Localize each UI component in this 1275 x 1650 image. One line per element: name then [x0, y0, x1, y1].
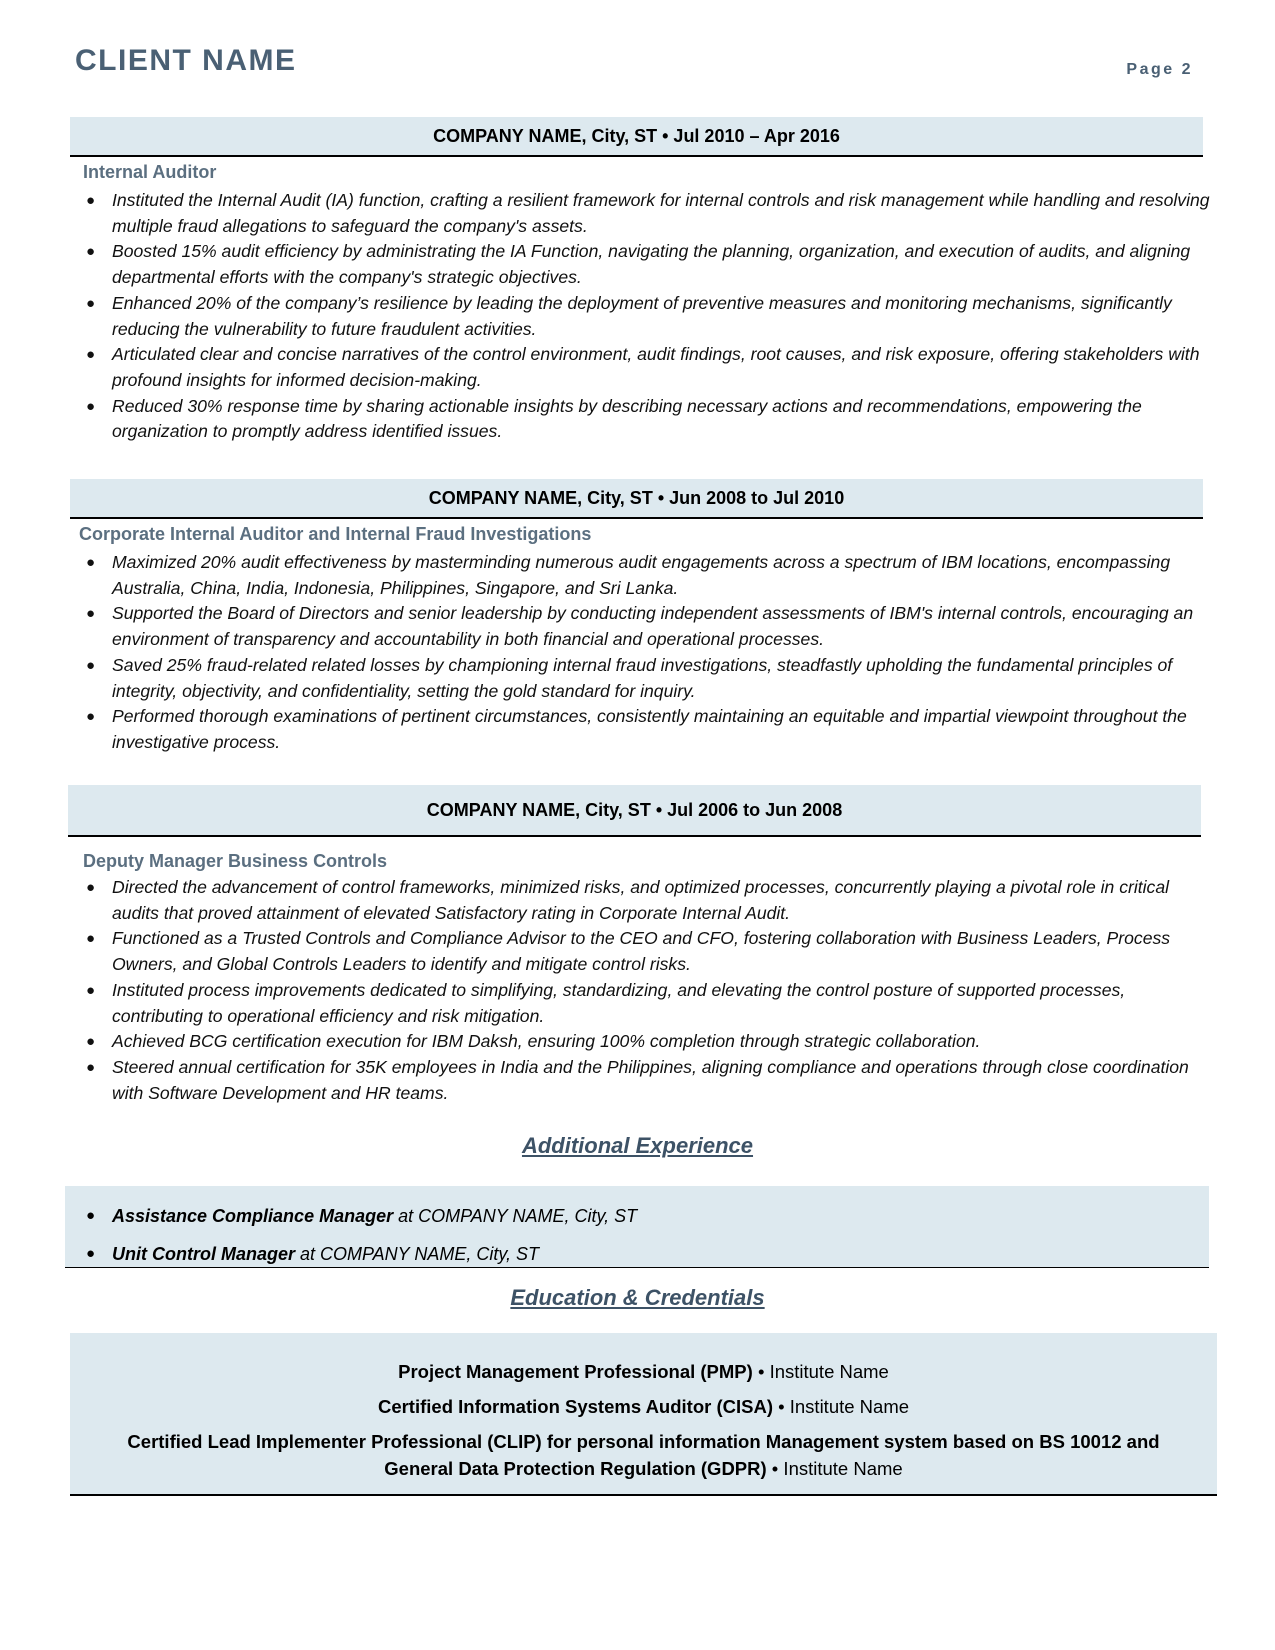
bullet-icon: ● [86, 243, 96, 261]
list-item: ● Performed thorough examinations of pertinent circumstances, consistently maintaining an equitable and impartial viewpoint throughout the investigative process. [86, 706, 1187, 752]
bullet-icon: ● [86, 930, 96, 948]
bullet-icon: ● [86, 879, 96, 896]
list-item: ● Saved 25% fraud-related related losses by championing internal fraud investigations, steadfastly upholding the fundamental principles of integrity, objectivity, and confidentiality, setting the gold standard for inquiry. [86, 654, 1173, 701]
bullet-icon: ● [86, 1058, 96, 1076]
education-box [70, 1333, 1217, 1496]
list-item: ● Reduced 30% response time by sharing actionable insights by describing necessary actions and recommendations, empowering the organization to promptly address identified issues. [86, 395, 1142, 442]
company-line: COMPANY NAME, City, ST • Jul 2010 – Apr 2016 [433, 126, 840, 146]
list-item: ● Boosted 15% audit efficiency by administrating the IA Function, navigating the planning, organization, and execution of audits, and aligning departmental efforts with the company's strategic objectives. [86, 241, 1191, 288]
list-item: ● Instituted the Internal Audit (IA) function, crafting a resilient framework for internal controls and risk management while handling and resolving multiple fraud allegations to safeguard the company's assets. [86, 190, 1210, 236]
list-item: ● Achieved BCG certification execution for IBM Daksh, ensuring 100% completion through strategic collaboration. [80, 1029, 1210, 1055]
bullet-icon: ● [86, 192, 96, 209]
bullet-icon: ● [86, 294, 96, 312]
company-header [70, 479, 1203, 519]
list-item: ● Unit Control Manager at COMPANY NAME, City, ST [80, 1235, 637, 1273]
bullet-icon: ● [86, 397, 96, 415]
list-item: ● Instituted process improvements dedicated to simplifying, standardizing, and elevating the control posture of supported processes, contributing to operational efficiency and risk mitigation. [86, 979, 1126, 1026]
section-title-education: Education & Credentials [510, 1285, 765, 1310]
bullet-icon: ● [86, 1033, 96, 1051]
company-line: COMPANY NAME, City, ST • Jul 2006 to Jun 2008 [426, 800, 843, 820]
job-bullets [80, 188, 1210, 445]
bullet-icon: ● [86, 554, 96, 571]
job-title: Internal Auditor [83, 162, 217, 182]
company-line: COMPANY NAME, City, ST • Jun 2008 to Jul 2010 [428, 488, 845, 508]
list-item: ● Articulated clear and concise narratives of the control environment, audit findings, root causes, and risk exposure, offering stakeholders with profound insights for informed decision-making. [86, 344, 1200, 390]
list-item: ● Supported the Board of Directors and senior leadership by conducting independent assessments of IBM's internal controls, encouraging an environment of transparency and accountability in both financial and operational processes. [86, 603, 1194, 650]
client-name: CLIENT NAME [75, 44, 297, 77]
additional-experience-box [65, 1186, 1209, 1268]
list-item: ● Maximized 20% audit effectiveness by masterminding numerous audit engagements across a spectrum of IBM locations, encompassing Australia, China, India, Indonesia, Philippines, Singapore, and Sri Lanka. [86, 552, 1171, 598]
credential-item: Project Management Professional (PMP) • Institute Name [398, 1361, 889, 1382]
list-item: ● Enhanced 20% of the company’s resilience by leading the deployment of preventive measures and monitoring mechanisms, significantly reducing the vulnerability to future fraudulent activities. [86, 292, 1172, 339]
bullet-icon: ● [86, 346, 96, 364]
list-item: ● Steered annual certification for 35K employees in India and the Philippines, aligning compliance and operations through close coordination with Software Development and HR teams. [86, 1056, 1189, 1103]
bullet-icon: ● [86, 1245, 96, 1262]
bullet-icon: ● [86, 656, 96, 674]
list-item: ● Assistance Compliance Manager at COMPANY NAME, City, ST [80, 1197, 637, 1235]
list-item: ● Directed the advancement of control frameworks, minimized risks, and optimized processes, concurrently playing a pivotal role in critical audits that proved attainment of elevated Satisfactory rating in Corporate Internal Audit. [86, 877, 1170, 923]
bullet-icon: ● [86, 605, 96, 623]
job-title: Corporate Internal Auditor and Internal Fraud Investigations [79, 524, 592, 544]
company-header [70, 117, 1203, 157]
job-title: Deputy Manager Business Controls [83, 851, 388, 871]
page-header [75, 44, 1193, 88]
section-title-additional-experience: Additional Experience [521, 1133, 754, 1158]
job-bullets [80, 550, 1210, 756]
bullet-icon: ● [86, 981, 96, 999]
additional-experience-list [80, 1197, 637, 1273]
company-header [68, 785, 1201, 837]
job-bullets [80, 875, 1210, 1106]
bullet-icon: ● [86, 708, 96, 726]
credential-item: Certified Lead Implementer Professional (CLIP) for personal information Management system based on BS 10012 and General Data Protection Regulation (GDPR) • Institute Name [127, 1431, 1160, 1479]
list-item: ● Functioned as a Trusted Controls and Compliance Advisor to the CEO and CFO, fostering collaboration with Business Leaders, Process Owners, and Global Controls Leaders to identify and mitigate control risks. [86, 928, 1171, 975]
page-number: Page 2 [1126, 61, 1193, 78]
credential-item: Certified Information Systems Auditor (CISA) • Institute Name [377, 1396, 910, 1417]
bullet-icon: ● [86, 1207, 96, 1224]
